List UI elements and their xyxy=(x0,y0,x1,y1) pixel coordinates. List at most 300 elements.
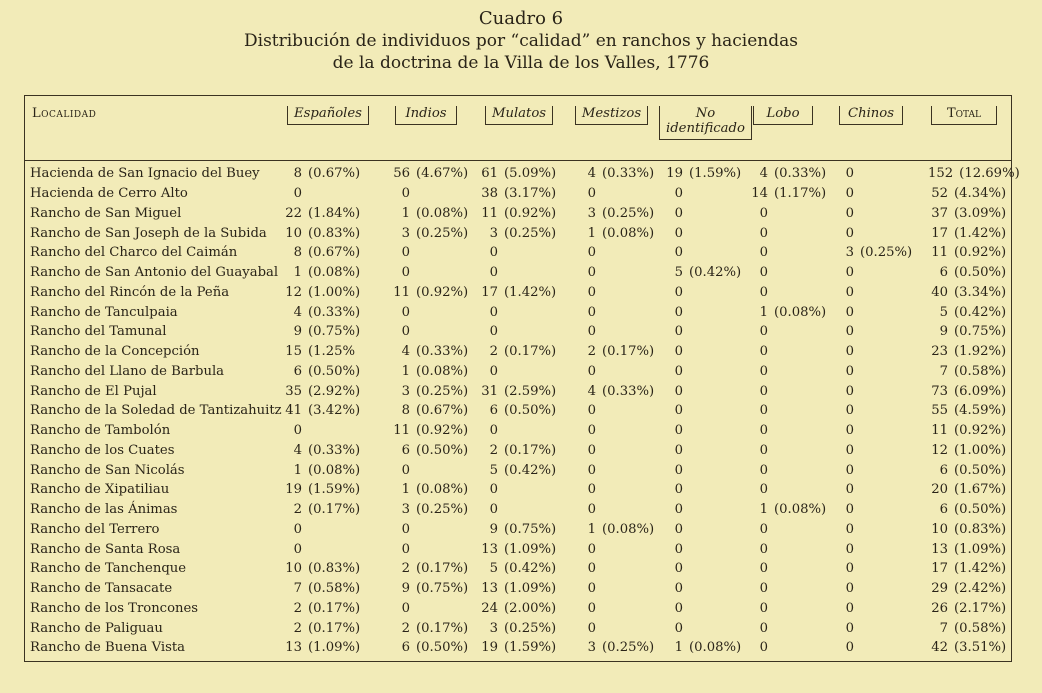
cell-percent: (2.59%) xyxy=(504,383,557,399)
cell-percent: (0.08%) xyxy=(308,265,361,281)
cell-count: 14 xyxy=(751,186,768,202)
cell-percent: (0.25%) xyxy=(416,225,469,241)
cell-noi xyxy=(655,381,740,401)
cell-lob xyxy=(740,223,826,243)
cell-count: 0 xyxy=(759,600,768,616)
cell-lob xyxy=(740,401,826,421)
cell-percent: (2.92%) xyxy=(308,383,361,399)
table-row xyxy=(24,283,1012,303)
cell-mul xyxy=(470,223,568,243)
cell-count: 0 xyxy=(845,363,854,379)
cell-localidad: Rancho de San Antonio del Guayabal xyxy=(30,265,279,281)
cell-count: 6 xyxy=(401,640,410,656)
cell-count: 0 xyxy=(401,245,410,261)
cell-esp xyxy=(274,480,382,500)
table-row xyxy=(24,243,1012,263)
cell-localidad: Rancho de Xipatiliau xyxy=(30,482,170,498)
column-header-localidad: Localidad xyxy=(24,96,274,161)
cell-ind xyxy=(382,500,470,520)
cell-percent: (0.75%) xyxy=(308,324,361,340)
cell-esp xyxy=(274,223,382,243)
cell-count: 0 xyxy=(845,600,854,616)
cell-count: 2 xyxy=(293,502,302,518)
cell-percent: (0.50%) xyxy=(954,265,1007,281)
cell-mul xyxy=(470,421,568,441)
cell-count: 0 xyxy=(587,462,596,478)
cell-percent: (0.50%) xyxy=(504,403,557,419)
cell-count: 12 xyxy=(285,284,302,300)
cell-esp xyxy=(274,421,382,441)
cell-count: 0 xyxy=(293,423,302,439)
cell-percent: (0.08%) xyxy=(416,363,469,379)
cell-ind xyxy=(382,480,470,500)
cell-count: 4 xyxy=(293,304,302,320)
cell-count: 0 xyxy=(587,482,596,498)
cell-count: 42 xyxy=(931,640,948,656)
cell-tot xyxy=(916,500,1012,520)
cell-localidad: Rancho de San Joseph de la Subida xyxy=(30,225,267,241)
cell-esp xyxy=(274,204,382,224)
cell-percent: (0.17%) xyxy=(416,561,469,577)
cell-chi xyxy=(826,342,916,362)
cell-count: 3 xyxy=(587,640,596,656)
cell-percent: (0.92%) xyxy=(504,205,557,221)
cell-count: 26 xyxy=(931,600,948,616)
cell-mes xyxy=(568,204,655,224)
cell-ind xyxy=(382,520,470,540)
header-row xyxy=(24,96,1012,161)
cell-localidad: Rancho de los Troncones xyxy=(30,600,199,616)
cell-count: 0 xyxy=(587,423,596,439)
table-row xyxy=(24,441,1012,461)
cell-count: 2 xyxy=(587,344,596,360)
cell-tot xyxy=(916,342,1012,362)
cell-tot xyxy=(916,599,1012,619)
cell-count: 0 xyxy=(674,363,683,379)
cell-count: 0 xyxy=(674,403,683,419)
cell-percent: (0.33%) xyxy=(602,166,655,182)
cell-chi xyxy=(826,559,916,579)
cell-esp xyxy=(274,184,382,204)
cell-tot xyxy=(916,480,1012,500)
cell-count: 7 xyxy=(939,363,948,379)
cell-count: 5 xyxy=(489,462,498,478)
table-number: Cuadro 6 xyxy=(478,8,564,29)
cell-chi xyxy=(826,618,916,638)
cell-percent: (5.09%) xyxy=(504,166,557,182)
cell-mul xyxy=(470,263,568,283)
cell-noi xyxy=(655,460,740,480)
cell-lob xyxy=(740,283,826,303)
cell-count: 4 xyxy=(401,344,410,360)
cell-mul xyxy=(470,638,568,658)
table-row xyxy=(24,599,1012,619)
cell-tot xyxy=(916,184,1012,204)
cell-mes xyxy=(568,401,655,421)
cell-percent: (0.17%) xyxy=(504,442,557,458)
cell-ind xyxy=(382,460,470,480)
cell-mul xyxy=(470,342,568,362)
cell-count: 3 xyxy=(401,502,410,518)
cell-percent: (0.92%) xyxy=(954,245,1007,261)
cell-count: 6 xyxy=(293,363,302,379)
cell-lob xyxy=(740,322,826,342)
cell-percent: (0.25%) xyxy=(416,383,469,399)
cell-localidad: Rancho de Tansacate xyxy=(30,581,173,597)
cell-percent: (1.25% xyxy=(308,344,356,360)
cell-count: 0 xyxy=(489,502,498,518)
cell-percent: (0.08%) xyxy=(308,462,361,478)
cell-esp xyxy=(274,283,382,303)
cell-ind xyxy=(382,302,470,322)
cell-percent: (0.92%) xyxy=(954,423,1007,439)
cell-mes xyxy=(568,322,655,342)
cell-tot xyxy=(916,223,1012,243)
cell-percent: (0.42%) xyxy=(954,304,1007,320)
cell-count: 0 xyxy=(845,344,854,360)
cell-count: 0 xyxy=(674,205,683,221)
cell-percent: (0.58%) xyxy=(954,363,1007,379)
cell-percent: (4.34%) xyxy=(954,186,1007,202)
cell-count: 0 xyxy=(845,225,854,241)
cell-percent: (2.00%) xyxy=(504,600,557,616)
cell-count: 9 xyxy=(939,324,948,340)
cell-noi xyxy=(655,618,740,638)
cell-mul xyxy=(470,480,568,500)
cell-count: 56 xyxy=(393,166,410,182)
cell-tot xyxy=(916,618,1012,638)
cell-localidad: Rancho del Terrero xyxy=(30,521,160,537)
cell-chi xyxy=(826,283,916,303)
cell-count: 0 xyxy=(759,344,768,360)
cell-lob xyxy=(740,618,826,638)
cell-mul xyxy=(470,599,568,619)
cell-count: 0 xyxy=(674,383,683,399)
cell-count: 0 xyxy=(674,502,683,518)
cell-noi xyxy=(655,539,740,559)
cell-count: 0 xyxy=(674,521,683,537)
cell-lob xyxy=(740,302,826,322)
cell-lob xyxy=(740,638,826,658)
cell-lob xyxy=(740,263,826,283)
column-header-total: Total xyxy=(916,96,1012,161)
cell-count: 8 xyxy=(293,166,302,182)
cell-lob xyxy=(740,161,826,184)
cell-lob xyxy=(740,460,826,480)
table-row xyxy=(24,559,1012,579)
cell-count: 0 xyxy=(759,521,768,537)
cell-count: 4 xyxy=(587,383,596,399)
cell-esp xyxy=(274,500,382,520)
cell-ind xyxy=(382,421,470,441)
table-caption xyxy=(0,8,1042,74)
cell-count: 3 xyxy=(401,225,410,241)
table-title-line-2: de la doctrina de la Villa de los Valles, 1776 xyxy=(332,53,710,73)
cell-count: 0 xyxy=(674,541,683,557)
cell-percent: (1.42%) xyxy=(954,225,1007,241)
cell-count: 61 xyxy=(481,166,498,182)
cell-count: 11 xyxy=(393,284,410,300)
cell-percent: (0.25%) xyxy=(416,502,469,518)
cell-percent: (0.17%) xyxy=(602,344,655,360)
cell-ind xyxy=(382,263,470,283)
cell-count: 0 xyxy=(759,442,768,458)
cell-chi xyxy=(826,401,916,421)
cell-esp xyxy=(274,381,382,401)
cell-esp xyxy=(274,322,382,342)
cell-percent: (0.58%) xyxy=(308,581,361,597)
cell-mes xyxy=(568,184,655,204)
cell-lob xyxy=(740,184,826,204)
cell-percent: (0.17%) xyxy=(416,620,469,636)
cell-count: 13 xyxy=(481,541,498,557)
cell-count: 0 xyxy=(674,442,683,458)
cell-percent: (0.08%) xyxy=(774,502,827,518)
cell-chi xyxy=(826,161,916,184)
cell-count: 0 xyxy=(845,640,854,656)
cell-tot xyxy=(916,579,1012,599)
cell-count: 0 xyxy=(845,462,854,478)
cell-ind xyxy=(382,322,470,342)
cell-ind xyxy=(382,283,470,303)
cell-count: 0 xyxy=(587,304,596,320)
cell-percent: (0.50%) xyxy=(954,462,1007,478)
cell-percent: (0.08%) xyxy=(689,640,742,656)
cell-noi xyxy=(655,223,740,243)
cell-noi xyxy=(655,342,740,362)
cell-percent: (0.17%) xyxy=(308,600,361,616)
cell-ind xyxy=(382,161,470,184)
cell-percent: (0.67%) xyxy=(308,245,361,261)
cell-count: 2 xyxy=(401,620,410,636)
cell-count: 0 xyxy=(845,403,854,419)
cell-count: 17 xyxy=(481,284,498,300)
cell-count: 13 xyxy=(481,581,498,597)
cell-localidad: Rancho del Llano de Barbula xyxy=(30,363,225,379)
cell-percent: (3.42%) xyxy=(308,403,361,419)
cell-count: 9 xyxy=(293,324,302,340)
cell-tot xyxy=(916,302,1012,322)
cell-percent: (12.69%) xyxy=(959,166,1020,182)
cell-count: 0 xyxy=(674,344,683,360)
cell-count: 6 xyxy=(939,462,948,478)
cell-chi xyxy=(826,184,916,204)
table-row xyxy=(24,362,1012,382)
cell-mes xyxy=(568,223,655,243)
cell-lob xyxy=(740,441,826,461)
cell-count: 0 xyxy=(674,423,683,439)
cell-percent: (0.42%) xyxy=(689,265,742,281)
cell-count: 0 xyxy=(587,363,596,379)
cell-percent: (0.83%) xyxy=(308,561,361,577)
cell-noi xyxy=(655,500,740,520)
cell-count: 0 xyxy=(759,245,768,261)
cell-count: 19 xyxy=(285,482,302,498)
cell-count: 2 xyxy=(293,620,302,636)
cell-count: 3 xyxy=(489,620,498,636)
cell-mes xyxy=(568,539,655,559)
cell-count: 0 xyxy=(759,482,768,498)
cell-count: 52 xyxy=(931,186,948,202)
cell-count: 37 xyxy=(931,205,948,221)
cell-mul xyxy=(470,243,568,263)
cell-mes xyxy=(568,599,655,619)
cell-count: 0 xyxy=(845,581,854,597)
cell-count: 2 xyxy=(489,442,498,458)
cell-count: 1 xyxy=(587,225,596,241)
cell-ind xyxy=(382,579,470,599)
cell-count: 0 xyxy=(587,620,596,636)
cell-count: 0 xyxy=(587,442,596,458)
cell-esp xyxy=(274,460,382,480)
cell-mes xyxy=(568,302,655,322)
cell-percent: (6.09%) xyxy=(954,383,1007,399)
cell-count: 0 xyxy=(674,620,683,636)
cell-percent: (0.33%) xyxy=(308,304,361,320)
cell-mes xyxy=(568,559,655,579)
cell-percent: (1.09%) xyxy=(504,581,557,597)
cell-esp xyxy=(274,362,382,382)
cell-percent: (3.09%) xyxy=(954,205,1007,221)
cell-count: 0 xyxy=(845,561,854,577)
cell-percent: (0.92%) xyxy=(416,284,469,300)
cell-count: 19 xyxy=(666,166,683,182)
cell-mul xyxy=(470,322,568,342)
cell-percent: (0.25%) xyxy=(602,640,655,656)
cell-tot xyxy=(916,381,1012,401)
cell-chi xyxy=(826,302,916,322)
cell-count: 38 xyxy=(481,186,498,202)
cell-count: 0 xyxy=(845,304,854,320)
cell-count: 17 xyxy=(931,225,948,241)
column-header-mestizos: Mestizos xyxy=(568,96,655,161)
cell-count: 0 xyxy=(587,561,596,577)
table-row xyxy=(24,302,1012,322)
cell-percent: (0.33%) xyxy=(602,383,655,399)
cell-mul xyxy=(470,283,568,303)
table-row xyxy=(24,342,1012,362)
column-header-lobo: Lobo xyxy=(740,96,826,161)
cell-count: 0 xyxy=(759,541,768,557)
cell-percent: (1.67%) xyxy=(954,482,1007,498)
cell-localidad: Rancho de San Miguel xyxy=(30,205,182,221)
cell-ind xyxy=(382,204,470,224)
cell-count: 0 xyxy=(587,502,596,518)
cell-localidad: Rancho de Paliguau xyxy=(30,620,163,636)
cell-count: 73 xyxy=(931,383,948,399)
cell-count: 0 xyxy=(587,403,596,419)
cell-count: 8 xyxy=(401,403,410,419)
cell-percent: (0.50%) xyxy=(416,442,469,458)
cell-count: 4 xyxy=(759,166,768,182)
cell-count: 0 xyxy=(759,324,768,340)
cell-count: 0 xyxy=(401,462,410,478)
cell-lob xyxy=(740,559,826,579)
cell-esp xyxy=(274,342,382,362)
cell-count: 0 xyxy=(293,541,302,557)
cell-noi xyxy=(655,362,740,382)
cell-esp xyxy=(274,539,382,559)
cell-tot xyxy=(916,204,1012,224)
cell-count: 3 xyxy=(845,245,854,261)
cell-count: 17 xyxy=(931,561,948,577)
cell-chi xyxy=(826,638,916,658)
cell-tot xyxy=(916,322,1012,342)
cell-mes xyxy=(568,362,655,382)
cell-count: 19 xyxy=(481,640,498,656)
cell-chi xyxy=(826,599,916,619)
cell-mul xyxy=(470,441,568,461)
cell-count: 35 xyxy=(285,383,302,399)
cell-noi xyxy=(655,204,740,224)
cell-count: 22 xyxy=(285,205,302,221)
cell-count: 0 xyxy=(674,482,683,498)
cell-localidad: Rancho de Tanculpaia xyxy=(30,304,178,320)
cell-chi xyxy=(826,263,916,283)
cell-tot xyxy=(916,161,1020,184)
cell-ind xyxy=(382,362,470,382)
cell-mes xyxy=(568,263,655,283)
cell-noi xyxy=(655,401,740,421)
cell-count: 24 xyxy=(481,600,498,616)
cell-localidad: Rancho de Santa Rosa xyxy=(30,541,181,557)
cell-localidad: Rancho de los Cuates xyxy=(30,442,175,458)
cell-count: 0 xyxy=(845,205,854,221)
table-row xyxy=(24,638,1012,658)
cell-count: 0 xyxy=(759,620,768,636)
cell-mul xyxy=(470,520,568,540)
cell-count: 1 xyxy=(401,482,410,498)
cell-count: 0 xyxy=(759,423,768,439)
cell-percent: (1.00%) xyxy=(954,442,1007,458)
cell-count: 0 xyxy=(845,442,854,458)
cell-count: 5 xyxy=(674,265,683,281)
cell-mul xyxy=(470,302,568,322)
cell-count: 6 xyxy=(401,442,410,458)
cell-count: 0 xyxy=(674,324,683,340)
table-row xyxy=(24,223,1012,243)
cell-count: 0 xyxy=(759,462,768,478)
cell-lob xyxy=(740,520,826,540)
cell-noi xyxy=(655,599,740,619)
cell-percent: (3.34%) xyxy=(954,284,1007,300)
cell-count: 13 xyxy=(285,640,302,656)
cell-esp xyxy=(274,263,382,283)
cell-lob xyxy=(740,381,826,401)
cell-tot xyxy=(916,283,1012,303)
table-row xyxy=(24,539,1012,559)
cell-count: 11 xyxy=(393,423,410,439)
cell-mul xyxy=(470,381,568,401)
cell-count: 0 xyxy=(587,284,596,300)
cell-ind xyxy=(382,342,470,362)
column-header-indios: Indios xyxy=(382,96,470,161)
cell-chi xyxy=(826,460,916,480)
cell-chi xyxy=(826,381,916,401)
cell-noi xyxy=(655,559,740,579)
cell-count: 0 xyxy=(759,284,768,300)
cell-esp xyxy=(274,559,382,579)
cell-mul xyxy=(470,618,568,638)
cell-percent: (0.42%) xyxy=(504,462,557,478)
cell-mul xyxy=(470,161,568,184)
cell-mes xyxy=(568,579,655,599)
cell-count: 0 xyxy=(674,561,683,577)
cell-percent: (3.17%) xyxy=(504,186,557,202)
cell-mes xyxy=(568,283,655,303)
table-row xyxy=(24,401,1012,421)
cell-count: 1 xyxy=(759,502,768,518)
